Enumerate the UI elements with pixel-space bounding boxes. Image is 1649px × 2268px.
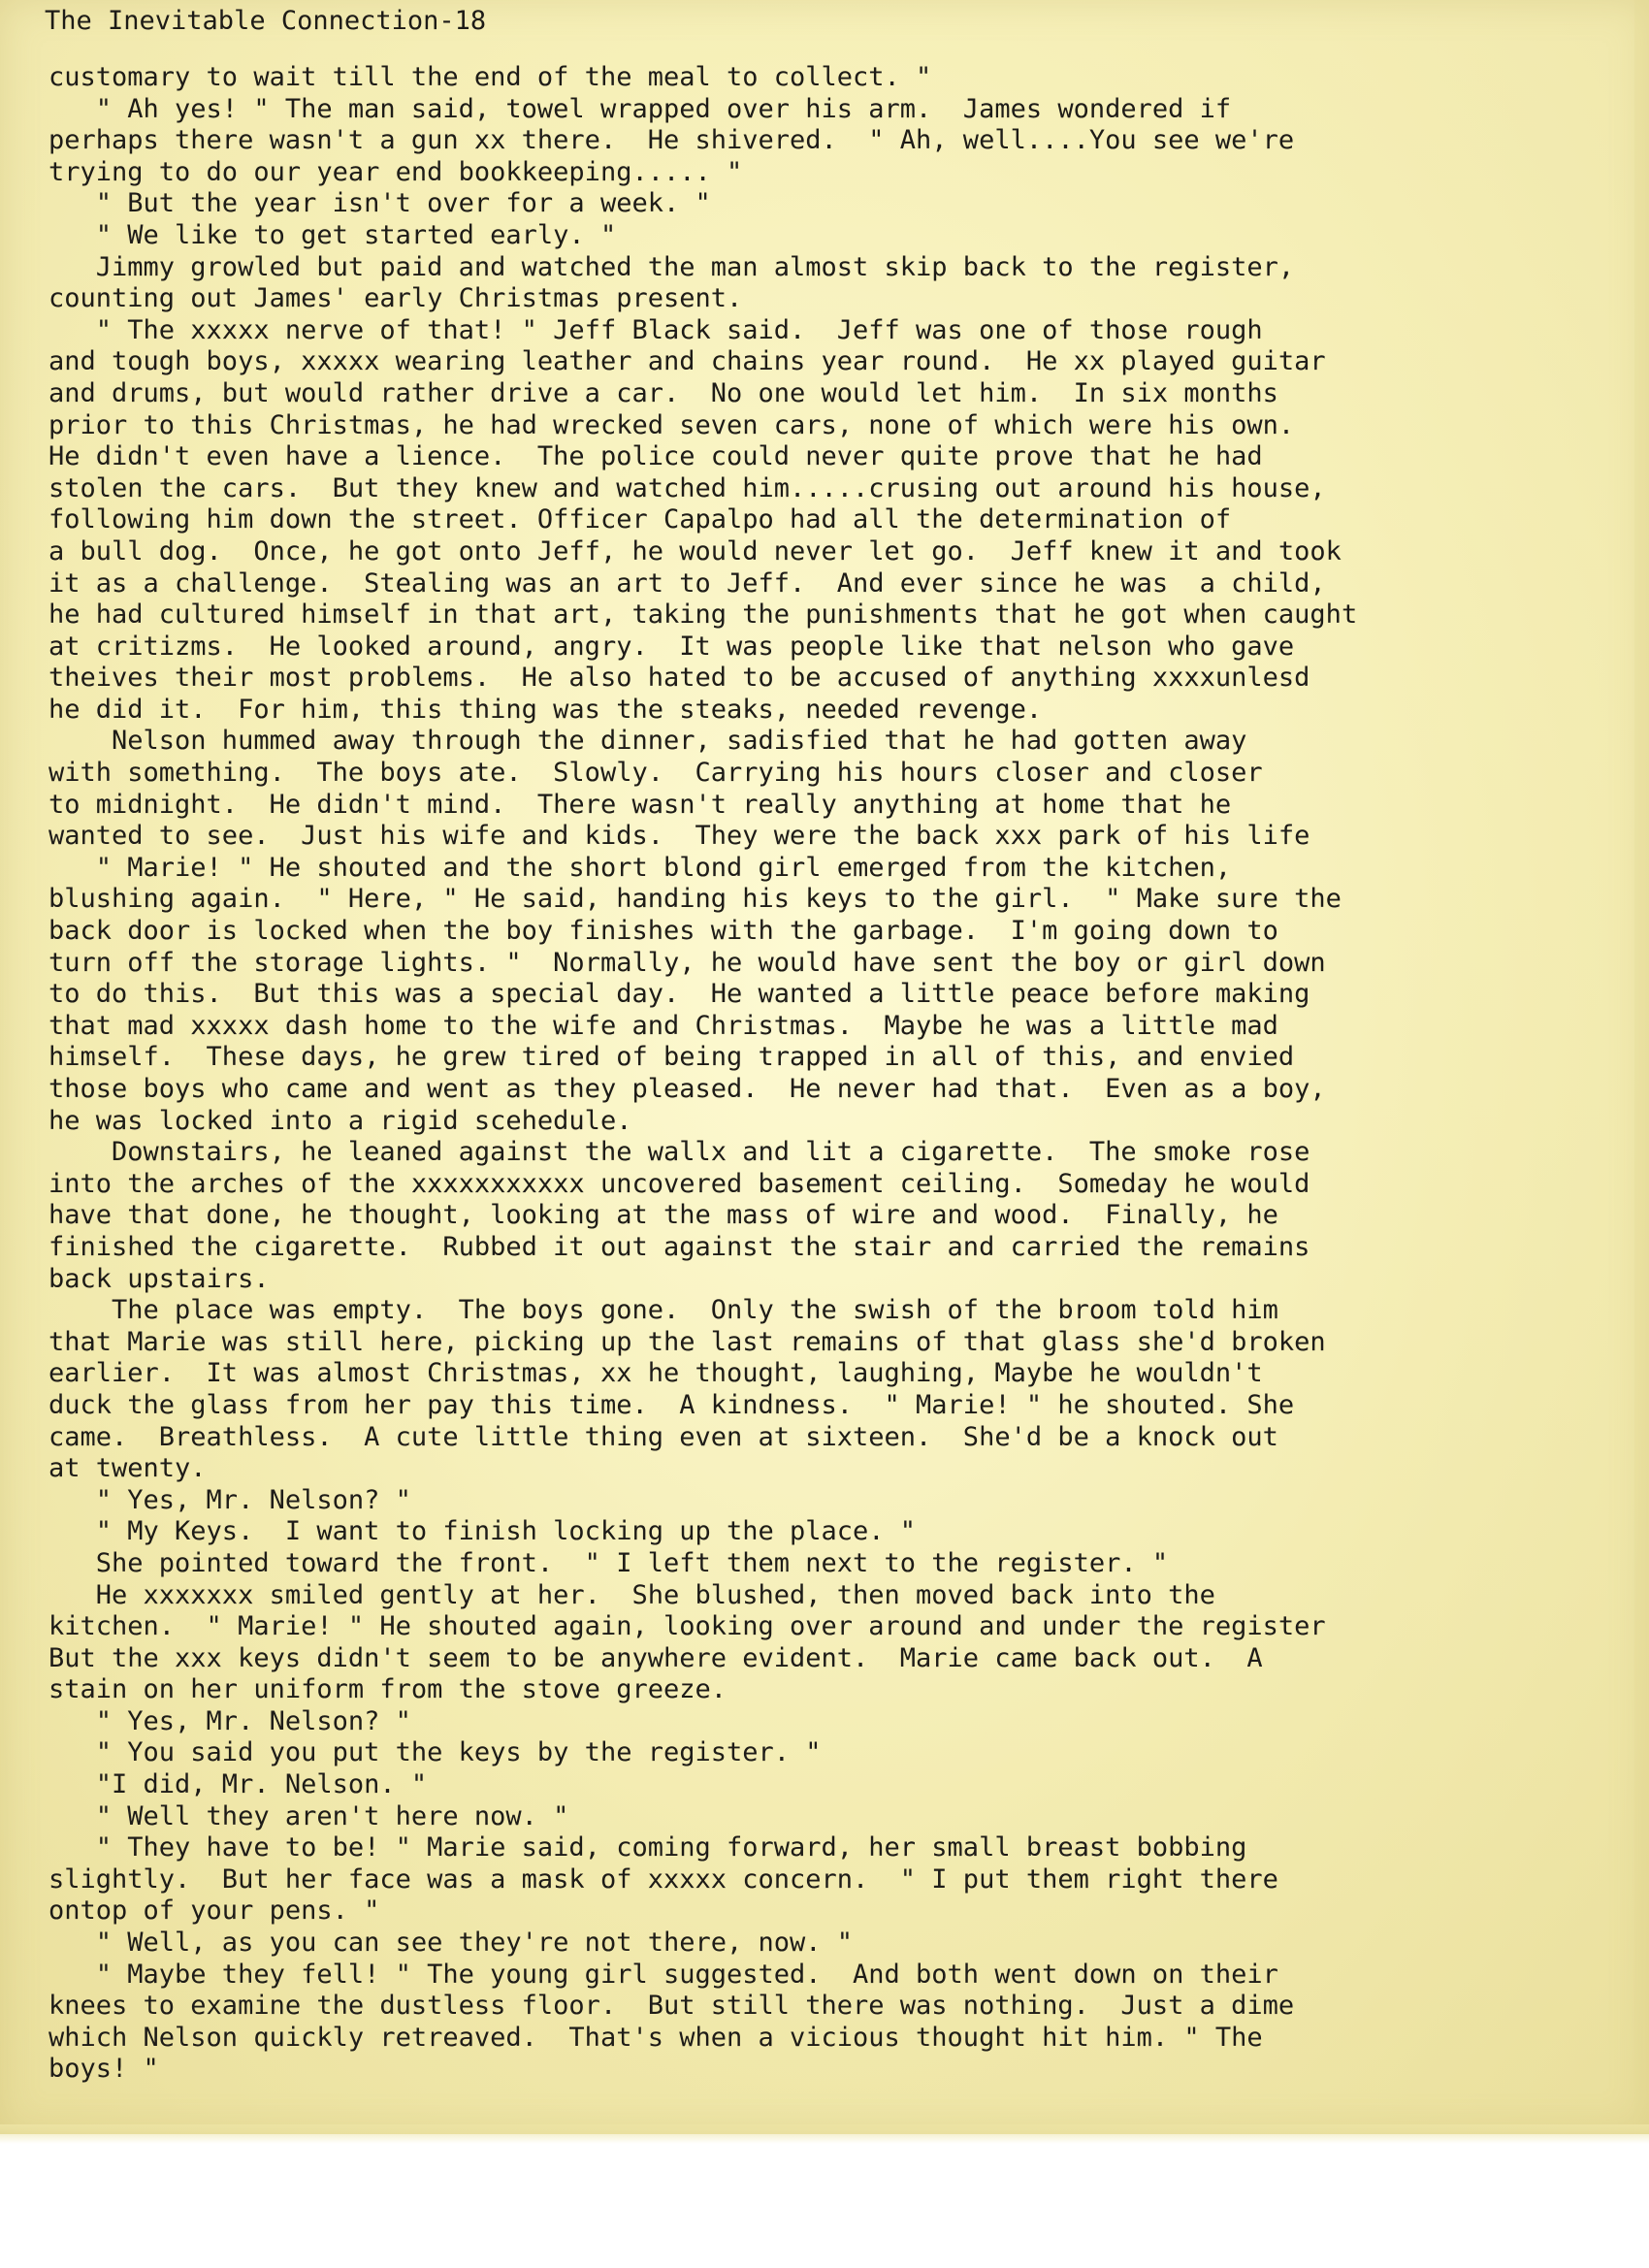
- text-line: " Ah yes! " The man said, towel wrapped over his arm. James wondered if: [48, 93, 1232, 124]
- text-line: trying to do our year end bookkeeping..... ": [48, 156, 743, 187]
- text-line: came. Breathless. A cute little thing even at sixteen. She'd be a knock out: [48, 1421, 1278, 1452]
- text-line: and tough boys, xxxxx wearing leather and chains year round. He xx played guitar: [48, 346, 1326, 377]
- page-header: The Inevitable Connection-18: [45, 6, 487, 36]
- text-line: ontop of your pens. ": [48, 1895, 380, 1927]
- text-line: into the arches of the xxxxxxxxxxx uncovered basement ceiling. Someday he would: [48, 1168, 1310, 1199]
- text-line: boys! ": [48, 2054, 159, 2085]
- text-line: back door is locked when the boy finishes with the garbage. I'm going down to: [48, 916, 1278, 947]
- text-line: He xxxxxxx smiled gently at her. She blushed, then moved back into the: [48, 1579, 1215, 1610]
- text-line: " Well, as you can see they're not there, now. ": [48, 1928, 854, 1959]
- text-line: blushing again. " Here, " He said, handing his keys to the girl. " Make sure the: [48, 884, 1342, 915]
- text-line: those boys who came and went as they pleased. He never had that. Even as a boy,: [48, 1074, 1326, 1104]
- text-line: theives their most problems. He also hated to be accused of anything xxxxunlesd: [48, 663, 1310, 694]
- text-line: Downstairs, he leaned against the wallx and lit a cigarette. The smoke rose: [48, 1137, 1310, 1168]
- text-line: to midnight. He didn't mind. There wasn't really anything at home that he: [48, 789, 1232, 820]
- text-line: wanted to see. Just his wife and kids. They were the back xxx park of his life: [48, 821, 1310, 852]
- text-line: "I did, Mr. Nelson. ": [48, 1769, 428, 1800]
- text-line: earlier. It was almost Christmas, xx he thought, laughing, Maybe he wouldn't: [48, 1358, 1263, 1389]
- text-line: a bull dog. Once, he got onto Jeff, he would never let go. Jeff knew it and took: [48, 535, 1342, 567]
- text-line: to do this. But this was a special day. He wanted a little peace before making: [48, 979, 1310, 1010]
- text-line: customary to wait till the end of the meal to collect. ": [48, 62, 932, 92]
- text-line: " Yes, Mr. Nelson? ": [48, 1705, 411, 1736]
- text-line: Nelson hummed away through the dinner, sadisfied that he had gotten away: [48, 726, 1247, 757]
- text-line: The place was empty. The boys gone. Only the swish of the broom told him: [48, 1295, 1278, 1326]
- text-line: " You said you put the keys by the register. ": [48, 1737, 822, 1768]
- page-bottom-edge: [0, 2124, 1649, 2144]
- text-line: " My Keys. I want to finish locking up the place. ": [48, 1516, 917, 1547]
- text-line: " Yes, Mr. Nelson? ": [48, 1484, 411, 1515]
- text-line: But the xxx keys didn't seem to be anywhere evident. Marie came back out. A: [48, 1642, 1263, 1673]
- text-line: that Marie was still here, picking up the last remains of that glass she'd broken: [48, 1326, 1326, 1357]
- text-line: " We like to get started early. ": [48, 219, 617, 250]
- text-line: slightly. But her face was a mask of xxxxx concern. " I put them right there: [48, 1863, 1278, 1895]
- text-line: counting out James' early Christmas present.: [48, 283, 743, 314]
- text-line: he had cultured himself in that art, taking the punishments that he got when caught: [48, 599, 1358, 631]
- text-line: that mad xxxxx dash home to the wife and Christmas. Maybe he was a little mad: [48, 1010, 1278, 1041]
- text-line: perhaps there wasn't a gun xx there. He shivered. " Ah, well....You see we're: [48, 125, 1295, 156]
- text-line: knees to examine the dustless floor. But still there was nothing. Just a dime: [48, 1991, 1295, 2022]
- text-line: stain on her uniform from the stove greeze.: [48, 1674, 727, 1705]
- text-line: " The xxxxx nerve of that! " Jeff Black said. Jeff was one of those rough: [48, 314, 1263, 345]
- text-line: which Nelson quickly retreaved. That's when a vicious thought hit him. " The: [48, 2022, 1263, 2053]
- text-line: with something. The boys ate. Slowly. Carrying his hours closer and closer: [48, 758, 1263, 789]
- text-line: " Maybe they fell! " The young girl suggested. And both went down on their: [48, 1959, 1278, 1990]
- text-line: he was locked into a rigid scehedule.: [48, 1105, 632, 1136]
- text-line: " They have to be! " Marie said, coming forward, her small breast bobbing: [48, 1832, 1247, 1863]
- manuscript-body: [48, 62, 1639, 2086]
- text-line: it as a challenge. Stealing was an art to Jeff. And ever since he was a child,: [48, 567, 1326, 599]
- text-line: kitchen. " Marie! " He shouted again, looking over around and under the register: [48, 1611, 1326, 1642]
- text-line: back upstairs.: [48, 1263, 270, 1294]
- text-line: he did it. For him, this thing was the steaks, needed revenge.: [48, 694, 1043, 725]
- text-line: stolen the cars. But they knew and watched him.....crusing out around his house,: [48, 472, 1326, 503]
- text-line: prior to this Christmas, he had wrecked seven cars, none of which were his own.: [48, 409, 1295, 440]
- text-line: at twenty.: [48, 1453, 207, 1484]
- text-line: He didn't even have a lience. The police could never quite prove that he had: [48, 441, 1263, 472]
- text-line: Jimmy growled but paid and watched the man almost skip back to the register,: [48, 251, 1295, 282]
- text-line: " Marie! " He shouted and the short blond girl emerged from the kitchen,: [48, 852, 1232, 883]
- text-line: She pointed toward the front. " I left them next to the register. ": [48, 1547, 1169, 1578]
- text-line: have that done, he thought, looking at the mass of wire and wood. Finally, he: [48, 1200, 1278, 1231]
- text-line: turn off the storage lights. " Normally, he would have sent the boy or girl down: [48, 947, 1326, 978]
- text-line: " Well they aren't here now. ": [48, 1800, 569, 1831]
- text-line: finished the cigarette. Rubbed it out against the stair and carried the remains: [48, 1231, 1310, 1262]
- text-line: " But the year isn't over for a week. ": [48, 188, 711, 219]
- text-line: following him down the street. Officer Capalpo had all the determination of: [48, 504, 1232, 535]
- text-line: duck the glass from her pay this time. A kindness. " Marie! " he shouted. She: [48, 1389, 1295, 1420]
- text-line: and drums, but would rather drive a car. No one would let him. In six months: [48, 377, 1278, 408]
- text-line: himself. These days, he grew tired of being trapped in all of this, and envied: [48, 1042, 1295, 1073]
- text-line: at critizms. He looked around, angry. It was people like that nelson who gave: [48, 631, 1295, 662]
